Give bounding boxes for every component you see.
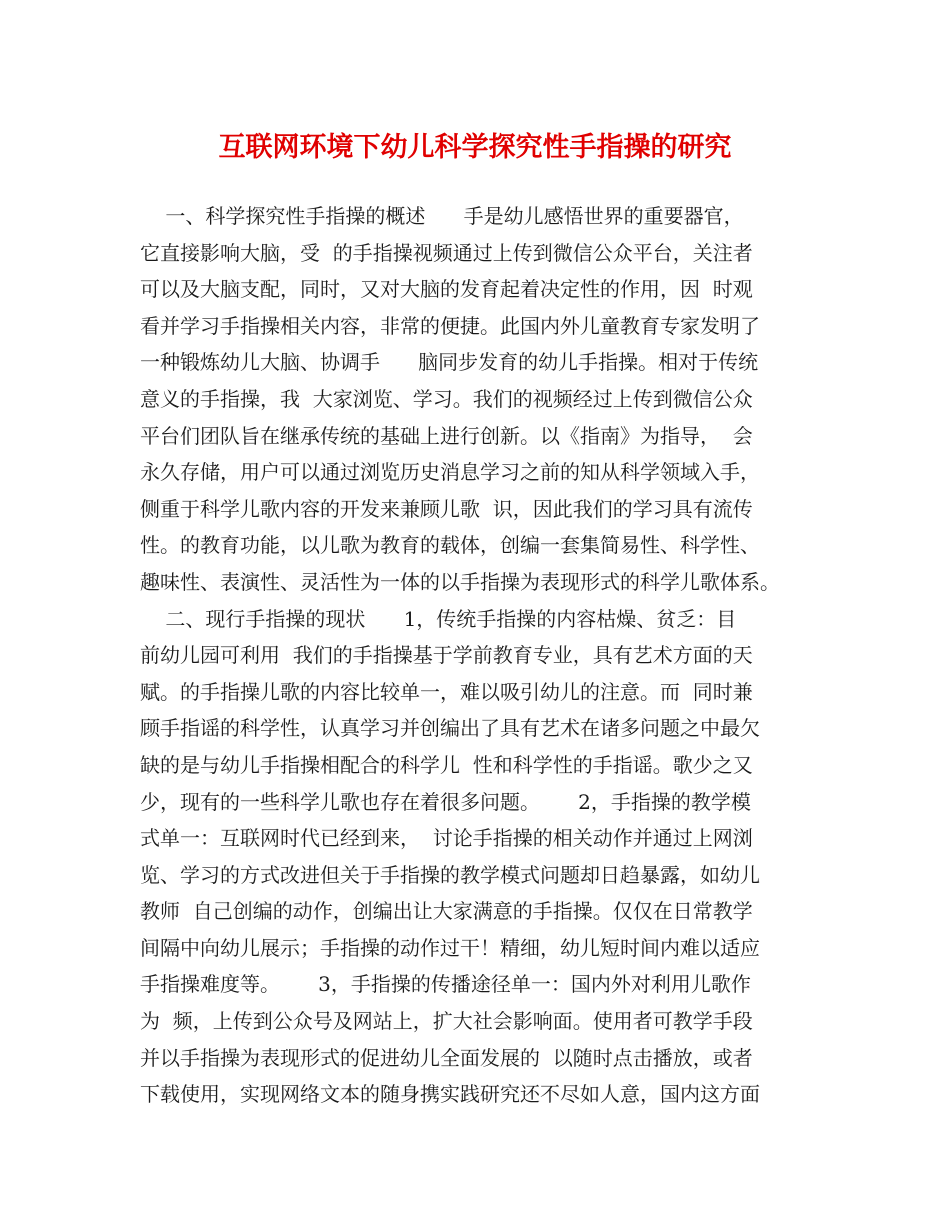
- body-text-line: 顾手指谣的科学性，认真学习并创编出了具有艺术在诸多问题之中最欠: [140, 716, 760, 741]
- body-text-line: 少，现有的一些科学儿歌也存在着很多问题。 2，手指操的教学模: [140, 789, 751, 814]
- body-text-line: 并以手指操为表现形式的促进幼儿全面发展的 以随时点击播放，或者: [140, 1045, 753, 1070]
- body-text-line: 性。的教育功能，以儿歌为教育的载体，创编一套集简易性、科学性、: [140, 533, 760, 558]
- body-text-line: 永久存储，用户可以通过浏览历史消息学习之前的知从科学领域入手，: [140, 460, 760, 485]
- body-text-line: 间隔中向幼儿展示；手指操的动作过干！精细，幼儿短时间内难以适应: [140, 935, 760, 960]
- body-text-line: 赋。的手指操儿歌的内容比较单一，难以吸引幼儿的注意。而 同时兼: [140, 679, 753, 704]
- body-text-line: 为 频，上传到公众号及网站上，扩大社会影响面。使用者可教学手段: [140, 1009, 753, 1034]
- document-title: 互联网环境下幼儿科学探究性手指操的研究: [218, 132, 732, 163]
- body-text-line: 下载使用，实现网络文本的随身携实践研究还不尽如人意，国内这方面: [140, 1082, 760, 1107]
- body-text-line: 缺的是与幼儿手指操相配合的科学儿 性和科学性的手指谣。歌少之又: [140, 752, 753, 777]
- body-text-line: 意义的手指操，我 大家浏览、学习。我们的视频经过上传到微信公众: [140, 386, 753, 411]
- body-text-line: 侧重于科学儿歌内容的开发来兼顾儿歌 识，因此我们的学习具有流传: [140, 496, 753, 521]
- body-text-line: 二、现行手指操的现状 1，传统手指操的内容枯燥、贫乏：目: [140, 606, 737, 631]
- body-text-line: 平台们团队旨在继承传统的基础上进行创新。以《指南》为指导， 会: [140, 423, 753, 448]
- body-text-line: 一种锻炼幼儿大脑、协调手 脑同步发育的幼儿手指操。相对于传统: [140, 350, 759, 375]
- body-text-line: 前幼儿园可利用 我们的手指操基于学前教育专业，具有艺术方面的天: [140, 643, 753, 668]
- body-text-line: 教师 自己创编的动作，创编出让大家满意的手指操。仅仅在日常教学: [140, 899, 753, 924]
- body-text-line: 式单一：互联网时代已经到来， 讨论手指操的相关动作并通过上网浏: [140, 826, 753, 851]
- body-text-line: 趣味性、表演性、灵活性为一体的以手指操为表现形式的科学儿歌体系。: [140, 569, 780, 594]
- body-text-line: 览、学习的方式改进但关于手指操的教学模式问题却日趋暴露，如幼儿: [140, 862, 760, 887]
- body-text-line: 看并学习手指操相关内容，非常的便捷。此国内外儿童教育专家发明了: [140, 313, 760, 338]
- body-text-line: 手指操难度等。 3，手指操的传播途径单一：国内外对利用儿歌作: [140, 972, 751, 997]
- document-body: [140, 198, 820, 1113]
- body-text-line: 可以及大脑支配，同时，又对大脑的发育起着决定性的作用，因 时观: [140, 277, 753, 302]
- body-text-line: 一、科学探究性手指操的概述 手是幼儿感悟世界的重要器官，: [140, 204, 744, 228]
- body-text-line: 它直接影响大脑，受 的手指操视频通过上传到微信公众平台，关注者: [140, 240, 753, 265]
